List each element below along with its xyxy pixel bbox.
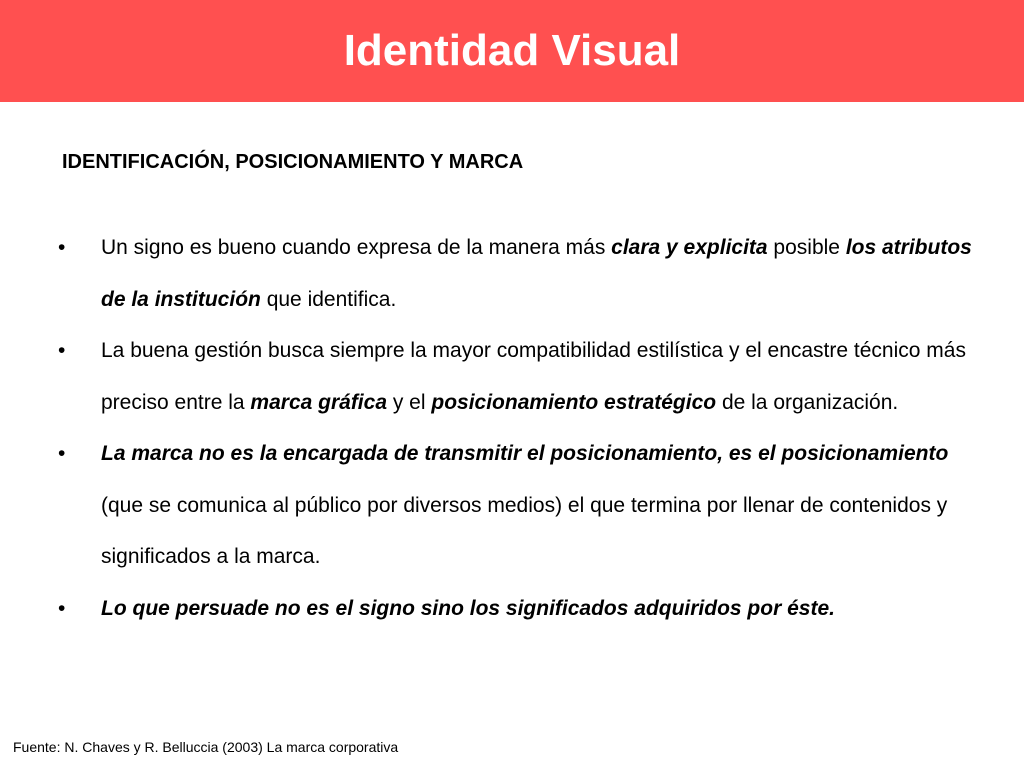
emphasis-segment: clara y explicita xyxy=(611,236,768,259)
bullet-text-2 xyxy=(101,339,966,414)
bullet-mark: • xyxy=(58,442,66,465)
bullet-item-2 xyxy=(58,325,978,428)
bullet-item-3 xyxy=(58,428,978,583)
emphasis-segment: los atributos de la institución xyxy=(101,236,972,311)
text-segment: (que se comunica al público por diversos medios) el que termina por llenar de contenidos y significados a la marca. xyxy=(101,493,948,568)
emphasis-segment: marca gráfica xyxy=(250,390,388,414)
bullet-mark: • xyxy=(58,236,66,259)
text-segment: posible xyxy=(767,236,846,259)
bullet-mark: • xyxy=(58,596,66,620)
bullet-item-1 xyxy=(58,222,978,325)
source-citation: Fuente: N. Chaves y R. Belluccia (2003) La marca corporativa xyxy=(13,739,399,755)
text-segment: Un signo es bueno cuando expresa de la manera más xyxy=(101,236,612,259)
emphasis-segment: posicionamiento estratégico xyxy=(431,390,717,414)
text-segment: que identifica. xyxy=(260,287,397,311)
emphasis-segment: Lo que persuade no es el signo sino los significados adquiridos por éste. xyxy=(101,596,835,620)
bullet-item-4 xyxy=(58,583,978,635)
text-segment: de la organización. xyxy=(716,390,899,414)
title-bar xyxy=(0,0,1024,102)
bullet-mark: • xyxy=(58,339,66,362)
bullet-list xyxy=(58,222,978,634)
text-segment: La buena gestión busca siempre la mayor compatibilidad estilística y el encastre técnico más preciso entre la xyxy=(101,339,966,414)
emphasis-segment: La marca no es la encargada de transmitir el posicionamiento, es el posicionamiento xyxy=(101,442,949,465)
bullet-text-3 xyxy=(101,442,948,568)
slide-title: Identidad Visual xyxy=(343,26,681,75)
slide-subtitle: IDENTIFICACIÓN, POSICIONAMIENTO Y MARCA xyxy=(62,151,524,173)
text-segment: y el xyxy=(387,390,432,414)
bullet-text-4 xyxy=(101,597,835,620)
bullet-text-1 xyxy=(101,236,972,311)
